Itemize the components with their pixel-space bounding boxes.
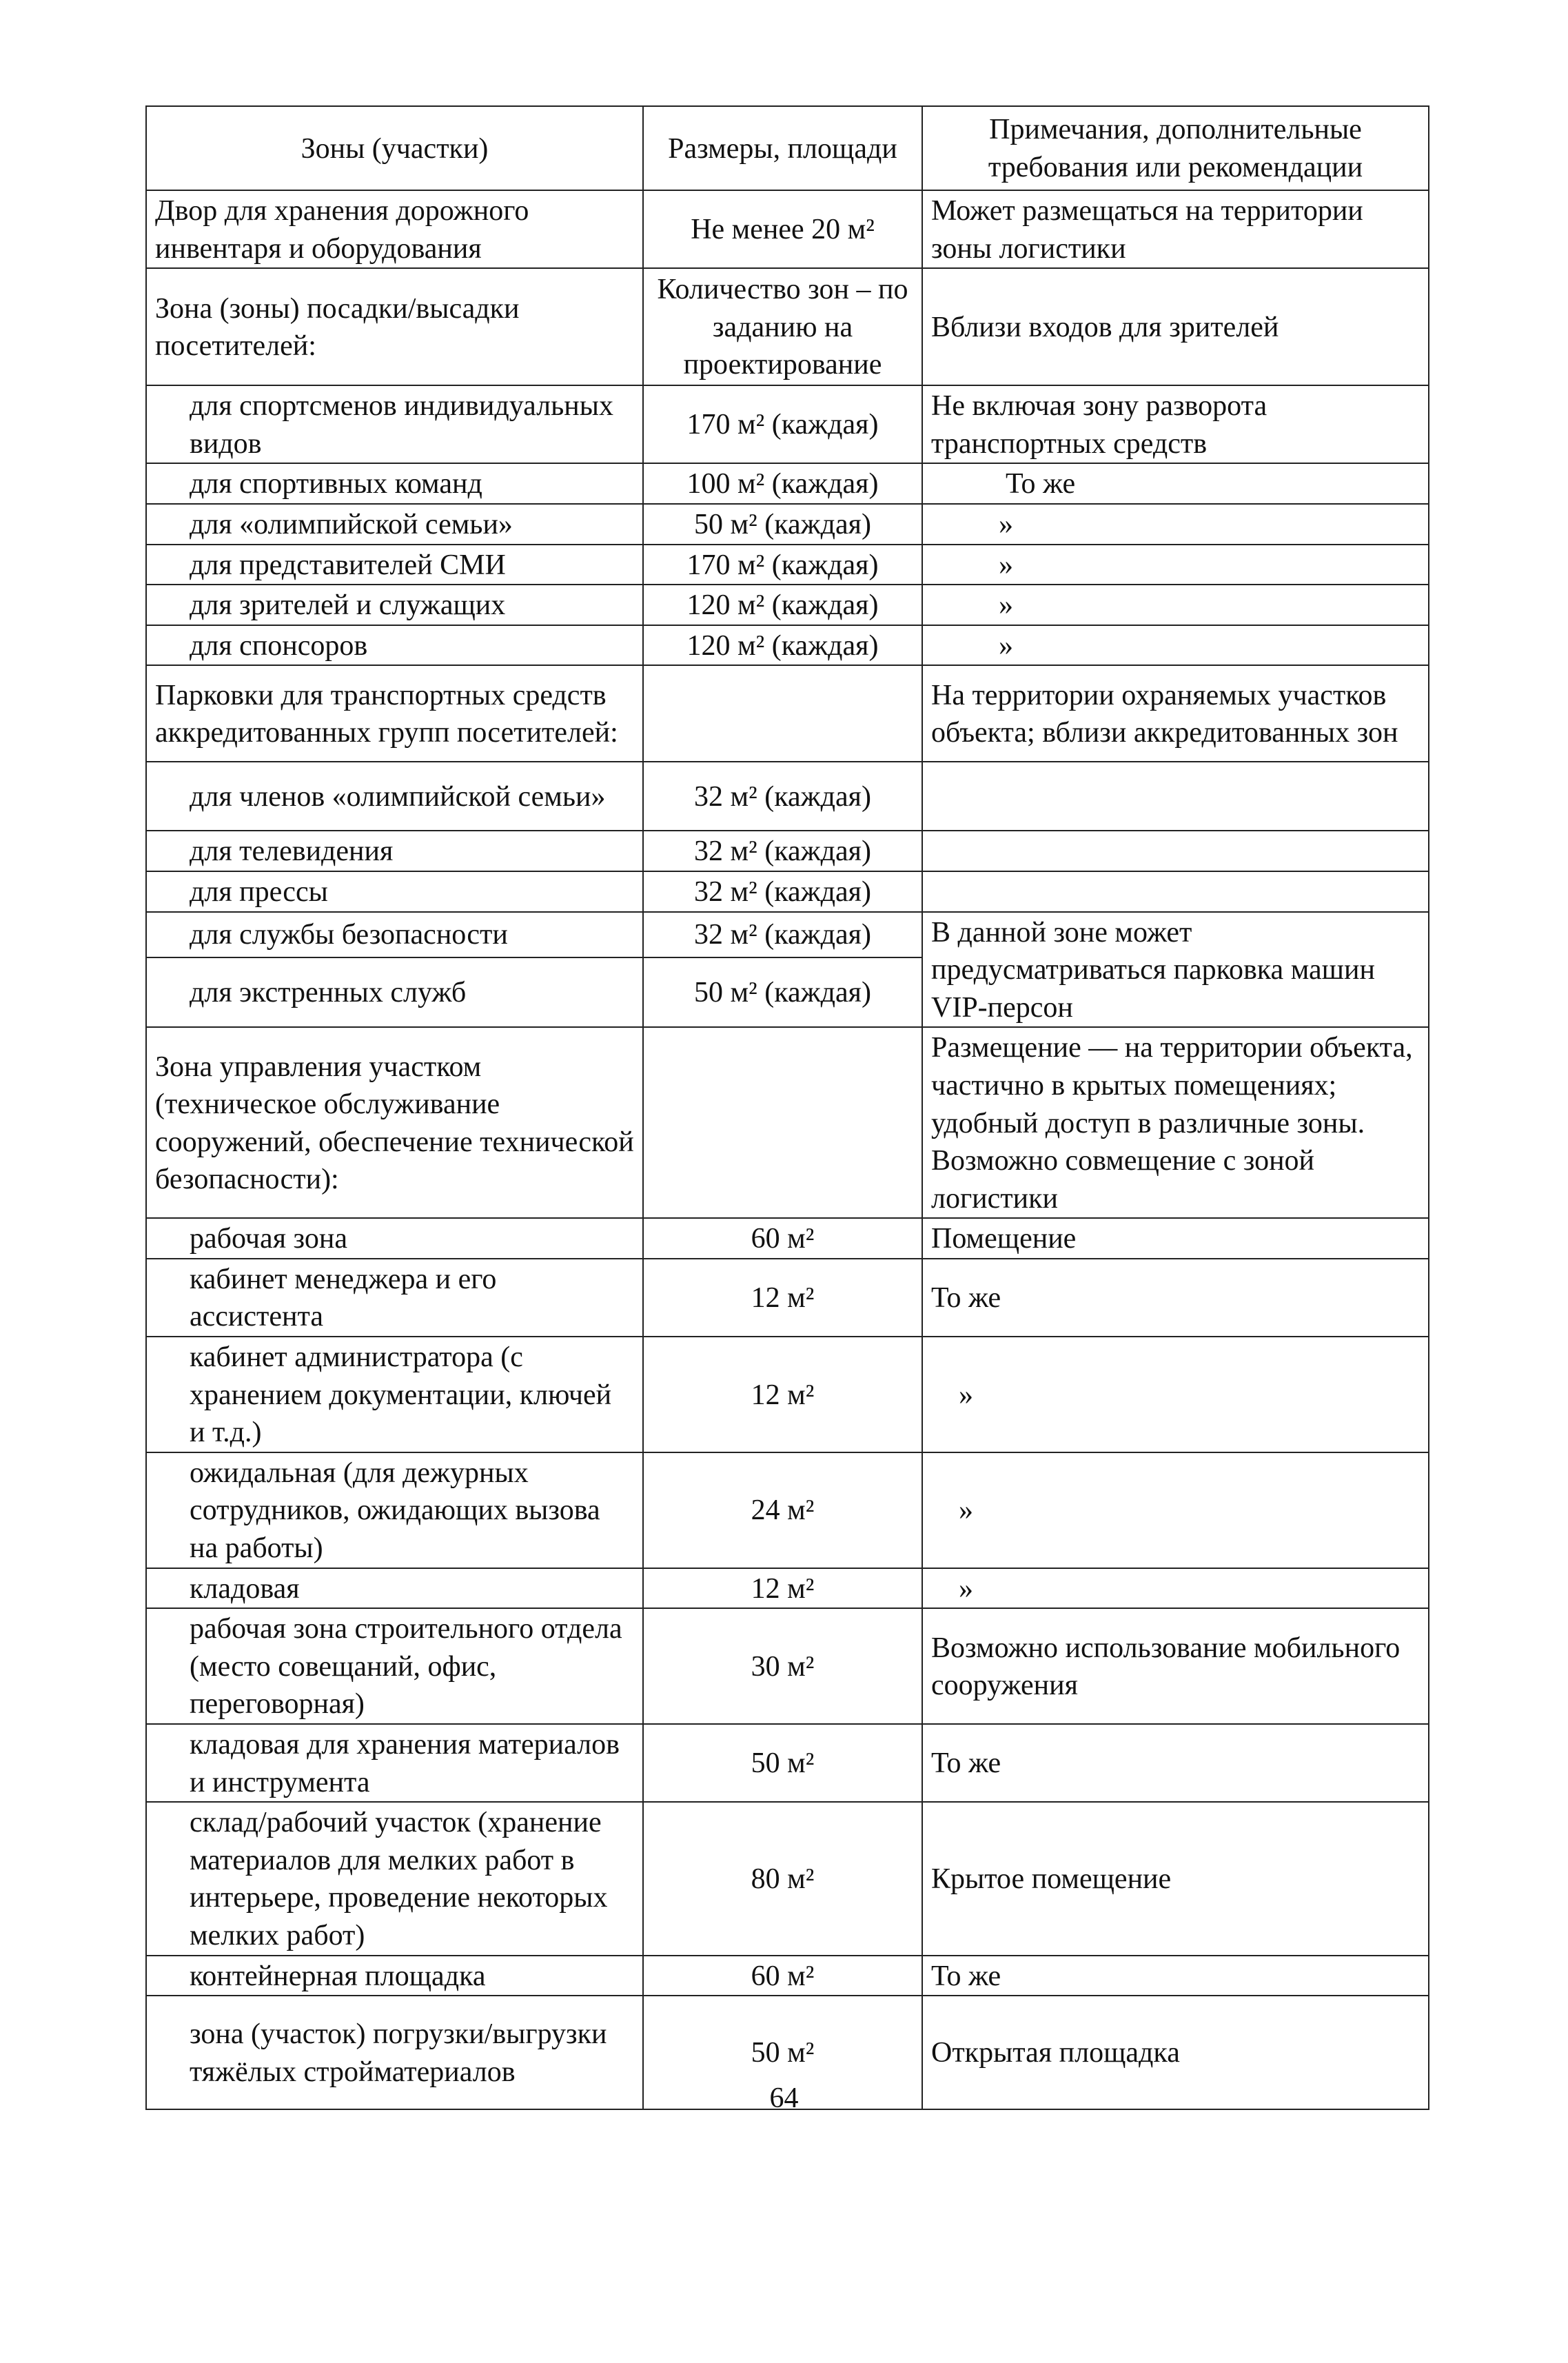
- table-row: [146, 190, 1429, 268]
- size-cell: 100 м² (каждая): [643, 463, 922, 504]
- zone-cell: для представителей СМИ: [146, 545, 643, 585]
- zones-table: [145, 105, 1429, 2110]
- table-row: [146, 1259, 1429, 1337]
- note-cell: [922, 831, 1429, 871]
- zone-cell: контейнерная площадка: [146, 1956, 643, 1996]
- zone-cell: кладовая: [146, 1568, 643, 1609]
- table-row: [146, 545, 1429, 585]
- note-cell: »: [922, 625, 1429, 666]
- table-row: [146, 385, 1429, 463]
- zone-cell: кладовая для хранения материалов и инструмента: [146, 1724, 643, 1802]
- table-row: [146, 1337, 1429, 1452]
- note-cell: »: [922, 1568, 1429, 1609]
- table-row: [146, 762, 1429, 831]
- header-zones: Зоны (участки): [146, 106, 643, 190]
- table-row: [146, 1724, 1429, 1802]
- note-cell: »: [922, 1452, 1429, 1568]
- header-notes: Примечания, дополнительные требования или рекомендации: [922, 106, 1429, 190]
- table-row: [146, 871, 1429, 912]
- note-cell: То же: [922, 463, 1429, 504]
- size-cell: 24 м²: [643, 1452, 922, 1568]
- size-cell: 170 м² (каждая): [643, 385, 922, 463]
- zone-cell: Парковки для транспортных средств аккредитованных групп посетителей:: [146, 665, 643, 762]
- note-cell: [922, 762, 1429, 831]
- zone-cell: для спонсоров: [146, 625, 643, 666]
- table-row: [146, 1956, 1429, 1996]
- table-row: [146, 1802, 1429, 1955]
- size-cell: 120 м² (каждая): [643, 625, 922, 666]
- zone-cell: для службы безопасности: [146, 912, 643, 957]
- size-cell: 50 м² (каждая): [643, 957, 922, 1028]
- zone-cell: Зона управления участком (техническое обслуживание сооружений, обеспечение технической безопасности):: [146, 1027, 643, 1218]
- size-cell: [643, 1027, 922, 1218]
- zone-cell: для телевидения: [146, 831, 643, 871]
- note-cell: Может размещаться на территории зоны логистики: [922, 190, 1429, 268]
- size-cell: 50 м² (каждая): [643, 504, 922, 545]
- note-cell: Помещение: [922, 1218, 1429, 1259]
- table-row: [146, 625, 1429, 666]
- table-row: [146, 1218, 1429, 1259]
- size-cell: Не менее 20 м²: [643, 190, 922, 268]
- size-cell: 30 м²: [643, 1608, 922, 1724]
- zone-cell: для спортивных команд: [146, 463, 643, 504]
- table-row: [146, 665, 1429, 762]
- zone-cell: кабинет менеджера и его ассистента: [146, 1259, 643, 1337]
- zone-cell: для экстренных служб: [146, 957, 643, 1028]
- table-row: [146, 1452, 1429, 1568]
- table-row: [146, 463, 1429, 504]
- table-row: [146, 1568, 1429, 1609]
- table-row: [146, 268, 1429, 385]
- size-cell: 120 м² (каждая): [643, 585, 922, 625]
- zone-cell: ожидальная (для дежурных сотрудников, ожидающих вызова на работы): [146, 1452, 643, 1568]
- size-cell: 32 м² (каждая): [643, 831, 922, 871]
- size-cell: 32 м² (каждая): [643, 762, 922, 831]
- size-cell: 50 м²: [643, 1724, 922, 1802]
- size-cell: 60 м²: [643, 1956, 922, 1996]
- note-cell: »: [922, 585, 1429, 625]
- size-cell: 32 м² (каждая): [643, 912, 922, 957]
- zone-cell: для спортсменов индивидуальных видов: [146, 385, 643, 463]
- note-cell: [922, 871, 1429, 912]
- size-cell: 170 м² (каждая): [643, 545, 922, 585]
- zone-cell: кабинет администратора (с хранением документации, ключей и т.д.): [146, 1337, 643, 1452]
- zone-cell: зона (участок) погрузки/выгрузки тяжёлых стройматериалов: [146, 1996, 643, 2109]
- note-cell: Открытая площадка: [922, 1996, 1429, 2109]
- size-cell: [643, 665, 922, 762]
- note-cell: »: [922, 545, 1429, 585]
- note-cell: Размещение — на территории объекта, частично в крытых помещениях; удобный доступ в различные зоны. Возможно совмещение с зоной логистики: [922, 1027, 1429, 1218]
- zone-cell: для зрителей и служащих: [146, 585, 643, 625]
- zone-cell: для прессы: [146, 871, 643, 912]
- zone-cell: рабочая зона строительного отдела (место совещаний, офис, переговорная): [146, 1608, 643, 1724]
- table-row: [146, 1608, 1429, 1724]
- note-cell: В данной зоне может предусматриваться парковка машин VIP-персон: [922, 912, 1429, 1028]
- table-row: [146, 585, 1429, 625]
- size-cell: 50 м²: [643, 1996, 922, 2109]
- size-cell: 32 м² (каждая): [643, 871, 922, 912]
- table-header-row: [146, 106, 1429, 190]
- note-cell: То же: [922, 1259, 1429, 1337]
- note-cell: На территории охраняемых участков объекта; вблизи аккредитованных зон: [922, 665, 1429, 762]
- zone-cell: рабочая зона: [146, 1218, 643, 1259]
- note-cell: »: [922, 504, 1429, 545]
- size-cell: Количество зон – по заданию на проектирование: [643, 268, 922, 385]
- zone-cell: склад/рабочий участок (хранение материалов для мелких работ в интерьере, проведение некоторых мелких работ): [146, 1802, 643, 1955]
- size-cell: 12 м²: [643, 1568, 922, 1609]
- zone-cell: для членов «олимпийской семьи»: [146, 762, 643, 831]
- header-sizes: Размеры, площади: [643, 106, 922, 190]
- zone-cell: Зона (зоны) посадки/высадки посетителей:: [146, 268, 643, 385]
- note-cell: Не включая зону разворота транспортных средств: [922, 385, 1429, 463]
- zone-cell: Двор для хранения дорожного инвентаря и оборудования: [146, 190, 643, 268]
- note-cell: »: [922, 1337, 1429, 1452]
- zone-cell: для «олимпийской семьи»: [146, 504, 643, 545]
- note-cell: То же: [922, 1956, 1429, 1996]
- note-cell: Крытое помещение: [922, 1802, 1429, 1955]
- table-row: [146, 504, 1429, 545]
- size-cell: 12 м²: [643, 1259, 922, 1337]
- size-cell: 80 м²: [643, 1802, 922, 1955]
- size-cell: 60 м²: [643, 1218, 922, 1259]
- table-row: [146, 912, 1429, 957]
- note-cell: То же: [922, 1724, 1429, 1802]
- table-row: [146, 831, 1429, 871]
- note-cell: Возможно использование мобильного сооружения: [922, 1608, 1429, 1724]
- size-cell: 12 м²: [643, 1337, 922, 1452]
- page-number: 64: [769, 2082, 799, 2114]
- table-row: [146, 1027, 1429, 1218]
- note-cell: Вблизи входов для зрителей: [922, 268, 1429, 385]
